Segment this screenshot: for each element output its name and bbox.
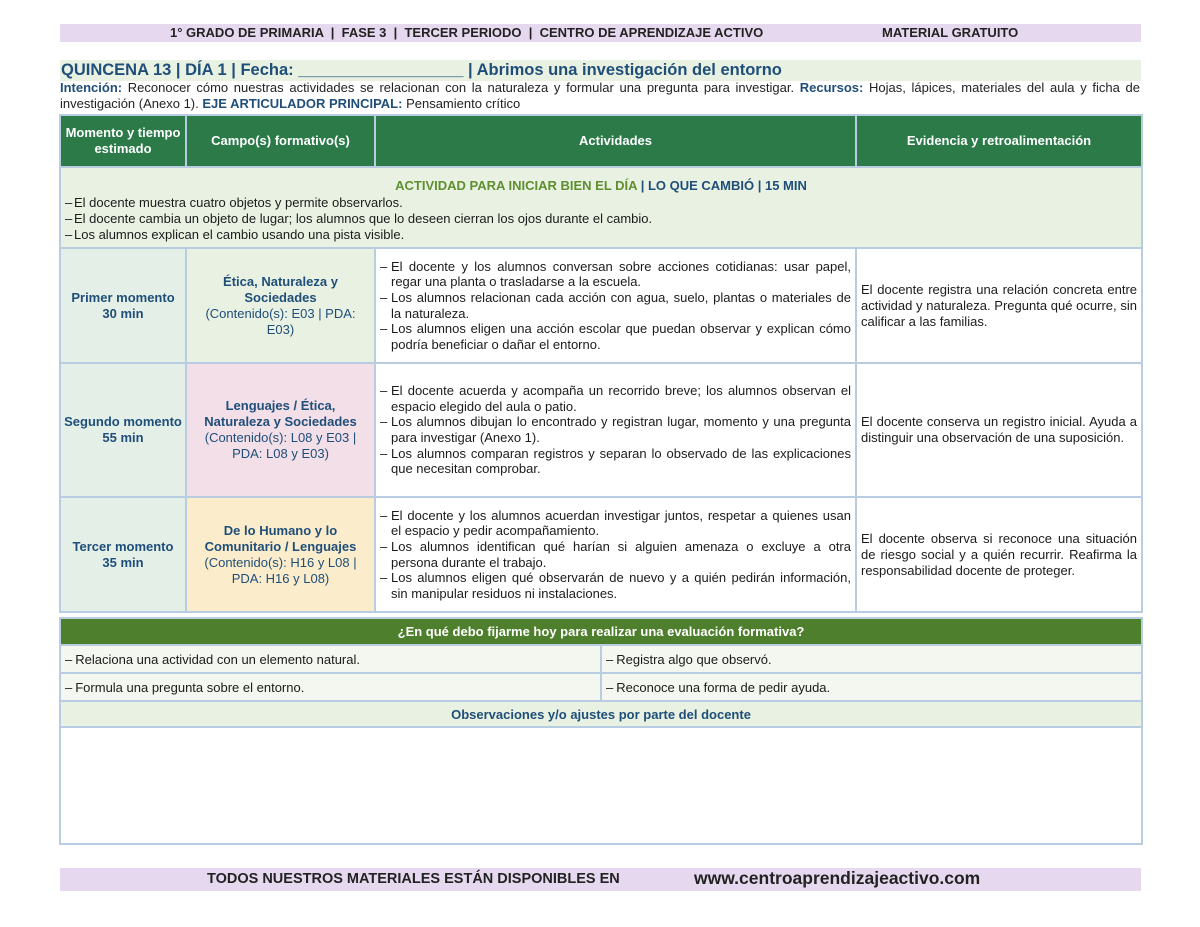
moment-time: 30 min <box>102 305 144 321</box>
activities-cell <box>375 248 856 363</box>
intent-label: Intención: <box>60 80 123 95</box>
evaluation-item-text: Reconoce una forma de pedir ayuda. <box>616 679 831 695</box>
evidence-cell: El docente registra una relación concreta entre actividad y naturaleza. Pregunta qué ocurre, sin calificar a las familias. <box>856 248 1142 363</box>
activities-cell <box>375 363 856 497</box>
activity-item: – El docente acuerda y acompaña un recorrido breve; los alumnos observan el espacio elegido del aula o patio. <box>380 383 851 414</box>
evaluation-title: ¿En qué debo fijarme hoy para realizar una evaluación formativa? <box>60 618 1142 645</box>
activity-item: – El docente y los alumnos acuerdan investigar juntos, respetar a quienes usan el espacio y pedir acompañamiento. <box>380 508 851 539</box>
field-content: (Contenido(s): H16 y L08 | PDA: H16 y L08) <box>204 554 357 586</box>
field-cell <box>186 248 375 363</box>
table-row <box>60 497 1142 612</box>
evidence-cell: El docente observa si reconoce una situación de riesgo social y a quién recurrir. Reafirma la responsabilidad docente de proteger. <box>856 497 1142 612</box>
intent-text: Reconocer cómo nuestras actividades se relacionan con la naturaleza y formular una pregunta para investigar. <box>127 80 795 95</box>
evaluation-item: – Registra algo que observó. <box>601 645 1142 673</box>
moment-cell <box>60 248 186 363</box>
lesson-intent <box>60 80 1140 112</box>
list-item: – El docente muestra cuatro objetos y permite observarlos. <box>65 195 1137 211</box>
field-name: De lo Humano y lo Comunitario / Lenguajes <box>204 522 357 554</box>
evaluation-table <box>59 617 1143 845</box>
activity-item: – Los alumnos relacionan cada acción con agua, suelo, plantas o materiales de la naturaleza. <box>380 290 851 321</box>
footer-text: TODOS NUESTROS MATERIALES ESTÁN DISPONIBLES EN <box>207 871 620 887</box>
header-activities: Actividades <box>375 115 856 167</box>
evaluation-item-text: Relaciona una actividad con un elemento natural. <box>75 651 360 667</box>
resources-label: Recursos: <box>799 80 864 95</box>
evaluation-item: – Reconoce una forma de pedir ayuda. <box>601 673 1142 701</box>
field-cell <box>186 363 375 497</box>
header-info: 1° GRADO DE PRIMARIA | FASE 3 | TERCER PERIODO | CENTRO DE APRENDIZAJE ACTIVO <box>170 25 764 40</box>
header-evidence: Evidencia y retroalimentación <box>856 115 1142 167</box>
moment-name: Tercer momento <box>72 538 174 554</box>
field-name: Ética, Naturaleza y Sociedades <box>223 273 338 305</box>
field-content: (Contenido(s): L08 y E03 | PDA: L08 y E03) <box>204 430 357 461</box>
evaluation-item: – Relaciona una actividad con un elemento natural. <box>60 645 601 673</box>
starter-title <box>65 172 1137 194</box>
resources-text: Hojas, lápices, materiales del aula y ficha de investigación (Anexo 1). <box>60 80 1140 111</box>
evaluation-item-text: Registra algo que observó. <box>616 651 772 667</box>
starter-title-main: ACTIVIDAD PARA INICIAR BIEN EL DÍA <box>395 178 638 193</box>
lesson-plan-table <box>59 114 1143 613</box>
moment-cell <box>60 363 186 497</box>
starter-activity <box>60 167 1142 248</box>
field-cell <box>186 497 375 612</box>
footer-link[interactable]: www.centroaprendizajeactivo.com <box>694 868 981 888</box>
starter-title-sub: | LO QUE CAMBIÓ | 15 MIN <box>640 178 807 193</box>
field-content: (Contenido(s): E03 | PDA: E03) <box>205 305 356 337</box>
table-row <box>60 363 1142 497</box>
activity-item: – Los alumnos eligen qué observarán de nuevo y a quién pedirán información, sin manipular residuos ni instalaciones. <box>380 570 851 601</box>
activity-item: – Los alumnos identifican qué harían si alguien amenaza o excluye a otra persona durante el trabajo. <box>380 539 851 570</box>
header-moment: Momento y tiempo estimado <box>60 115 186 167</box>
activities-cell <box>375 497 856 612</box>
header-bar <box>60 24 1141 42</box>
list-item: – Los alumnos explican el cambio usando una pista visible. <box>65 227 1137 243</box>
observations-title: Observaciones y/o ajustes por parte del docente <box>60 701 1142 727</box>
activity-item: – El docente y los alumnos conversan sobre acciones cotidianas: usar papel, regar una planta o trasladarse a la escuela. <box>380 259 851 290</box>
moment-cell <box>60 497 186 612</box>
evaluation-item: – Formula una pregunta sobre el entorno. <box>60 673 601 701</box>
table-row <box>60 248 1142 363</box>
starter-list <box>65 195 1137 243</box>
activity-item: – Los alumnos comparan registros y separan lo observado de las explicaciones que necesitan comprobar. <box>380 446 851 477</box>
lesson-title: QUINCENA 13 | DÍA 1 | Fecha: __________________ | Abrimos una investigación del entorno <box>60 60 1141 81</box>
moment-time: 35 min <box>102 554 144 570</box>
footer-bar <box>60 868 1141 891</box>
free-material-label: MATERIAL GRATUITO <box>882 25 1019 40</box>
activity-item: – Los alumnos eligen una acción escolar que puedan observar y explican cómo podría beneficiar o dañar el entorno. <box>380 321 851 352</box>
evidence-cell: El docente conserva un registro inicial. Ayuda a distinguir una observación de una suposición. <box>856 363 1142 497</box>
moment-time: 55 min <box>102 430 144 445</box>
activity-item: – Los alumnos dibujan lo encontrado y registran lugar, momento y una pregunta para investigar (Anexo 1). <box>380 414 851 445</box>
axis-text: Pensamiento crítico <box>406 96 521 111</box>
field-name: Lenguajes / Ética, Naturaleza y Sociedades <box>204 398 357 429</box>
evaluation-item-text: Formula una pregunta sobre el entorno. <box>75 679 305 695</box>
moment-name: Segundo momento <box>64 414 182 429</box>
moment-name: Primer momento <box>71 289 175 305</box>
header-field: Campo(s) formativo(s) <box>186 115 375 167</box>
axis-label: EJE ARTICULADOR PRINCIPAL: <box>202 96 403 111</box>
observations-area[interactable] <box>60 727 1142 844</box>
list-item: – El docente cambia un objeto de lugar; los alumnos que lo deseen cierran los ojos durante el cambio. <box>65 211 1137 227</box>
